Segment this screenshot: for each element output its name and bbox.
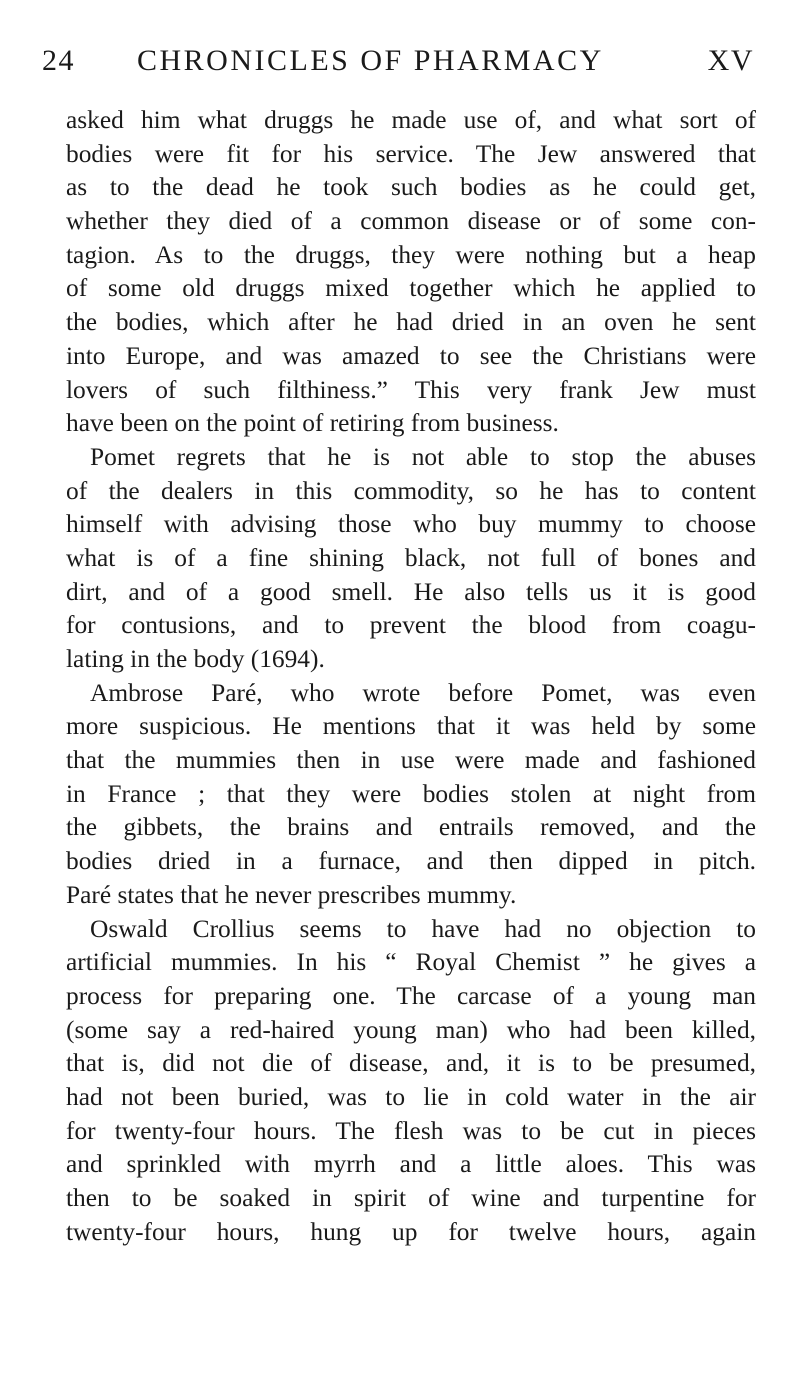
text-line: in France ; that they were bodies stolen at night from	[66, 779, 756, 808]
text-line: bodies were fit for his service. The Jew answered that	[66, 139, 756, 168]
text-line: then to be soaked in spirit of wine and turpentine for	[66, 1184, 756, 1212]
chapter-number: XV	[707, 44, 754, 77]
text-line: twenty-four hours, hung up for twelve hours, again	[66, 1217, 756, 1246]
text-line: lovers of such filthiness.” This very frank Jew must	[66, 375, 756, 404]
text-line: the bodies, which after he had dried in an oven he sent	[66, 308, 756, 337]
text-line: himself with advising those who buy mummy to choose	[66, 510, 756, 539]
text-line: Ambrose Paré, who wrote before Pomet, was even	[90, 678, 756, 707]
running-head	[42, 44, 754, 84]
text-line: into Europe, and was amazed to see the Christians were	[66, 341, 756, 370]
text-line: of some old druggs mixed together which he applied to	[66, 274, 756, 303]
text-line: more suspicious. He mentions that it was held by some	[66, 712, 756, 741]
text-line: of the dealers in this commodity, so he has to content	[66, 476, 756, 505]
text-line: lating in the body (1694).	[66, 645, 325, 673]
text-line: have been on the point of retiring from business.	[66, 409, 559, 438]
text-line: for twenty-four hours. The flesh was to be cut in pieces	[66, 1116, 756, 1145]
text-line: Pomet regrets that he is not able to stop the abuses	[90, 442, 756, 471]
text-line: (some say a red-haired young man) who had been killed,	[66, 1015, 756, 1044]
text-line: Paré states that he never prescribes mummy.	[66, 880, 517, 909]
text-line: artificial mummies. In his “ Royal Chemist ” he gives a	[66, 948, 756, 977]
page-number: 24	[42, 44, 75, 77]
running-title: CHRONICLES OF PHARMACY	[137, 44, 604, 77]
text-line: process for preparing one. The carcase of a young man	[66, 981, 756, 1010]
text-line: bodies dried in a furnace, and then dipped in pitch.	[66, 847, 756, 876]
text-line: for contusions, and to prevent the blood from coagu-	[66, 611, 756, 640]
text-line: as to the dead he took such bodies as he could get,	[66, 173, 756, 202]
text-line: the gibbets, the brains and entrails removed, and the	[66, 813, 756, 842]
text-line: dirt, and of a good smell. He also tells us it is good	[66, 577, 756, 606]
text-line: and sprinkled with myrrh and a little aloes. This was	[66, 1150, 756, 1179]
text-line: that is, did not die of disease, and, it is to be presumed,	[66, 1049, 756, 1078]
text-line: Oswald Crollius seems to have had no objection to	[90, 914, 756, 943]
text-line: what is of a fine shining black, not full of bones and	[66, 543, 756, 572]
text-line: that the mummies then in use were made and fashioned	[66, 746, 756, 775]
text-line: asked him what druggs he made use of, and what sort of	[66, 106, 756, 134]
text-line: tagion. As to the druggs, they were nothing but a heap	[66, 240, 756, 269]
text-line: had not been buried, was to lie in cold water in the air	[66, 1082, 756, 1111]
text-line: whether they died of a common disease or of some con-	[66, 207, 756, 236]
body-text	[66, 104, 756, 1249]
